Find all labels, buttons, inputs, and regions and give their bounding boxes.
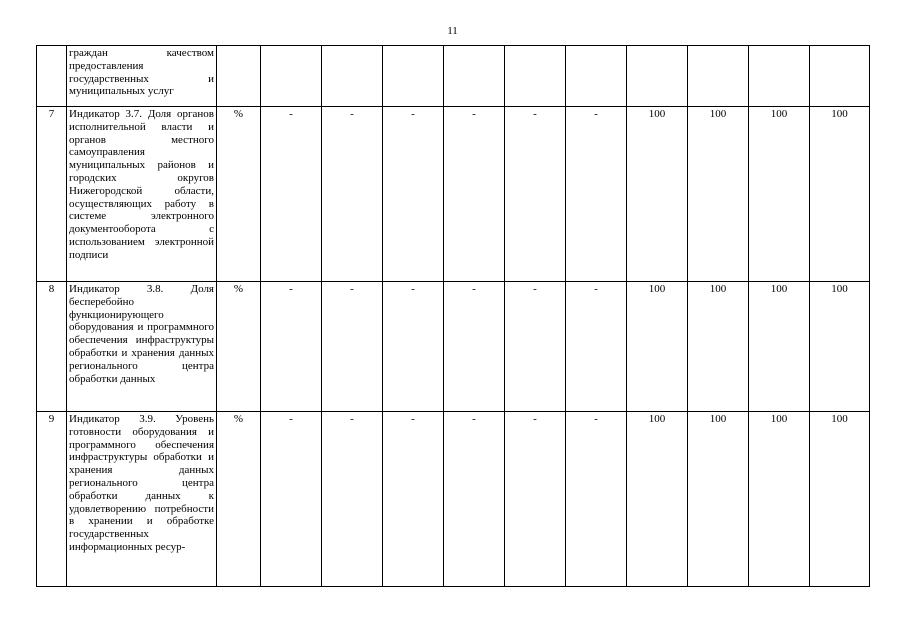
value-cell: 100 xyxy=(810,282,870,412)
indicator-name-cell: граждан качеством предоставления государственных и муниципальных услуг xyxy=(67,46,217,107)
value-cell xyxy=(444,46,505,107)
value-cell xyxy=(261,46,322,107)
value-cell: 100 xyxy=(749,107,810,282)
value-cell xyxy=(322,46,383,107)
value-cell: - xyxy=(505,107,566,282)
value-cell: 100 xyxy=(810,412,870,587)
value-cell: - xyxy=(261,107,322,282)
value-cell: 100 xyxy=(688,412,749,587)
unit-cell: % xyxy=(217,282,261,412)
value-cell: - xyxy=(322,107,383,282)
value-cell: - xyxy=(566,282,627,412)
indicator-name-cell: Индикатор 3.9. Уровень готовности оборудования и программного обеспечения инфраструктуры обработки и хранения данных регионального центра обработки данных к удовлетворению потребности в хранении и обработке государственных информационных ресур- xyxy=(67,412,217,587)
page-number: 11 xyxy=(447,25,458,37)
value-cell: - xyxy=(322,282,383,412)
value-cell: - xyxy=(444,412,505,587)
value-cell: 100 xyxy=(688,107,749,282)
value-cell: 100 xyxy=(627,107,688,282)
row-number-cell: 7 xyxy=(37,107,67,282)
row-number-cell: 9 xyxy=(37,412,67,587)
unit-cell xyxy=(217,46,261,107)
value-cell: - xyxy=(261,412,322,587)
value-cell: - xyxy=(505,412,566,587)
value-cell xyxy=(627,46,688,107)
value-cell: 100 xyxy=(627,282,688,412)
value-cell: - xyxy=(566,412,627,587)
value-cell xyxy=(505,46,566,107)
value-cell xyxy=(749,46,810,107)
indicator-name-cell: Индикатор 3.8. Доля бесперебойно функционирующего оборудования и программного обеспечения инфраструктуры обработки и хранения данных регионального центра обработки данных xyxy=(67,282,217,412)
table-row xyxy=(37,46,870,107)
value-cell: 100 xyxy=(627,412,688,587)
table-row xyxy=(37,107,870,282)
row-number-cell xyxy=(37,46,67,107)
value-cell: - xyxy=(505,282,566,412)
value-cell: 100 xyxy=(688,282,749,412)
value-cell: - xyxy=(444,107,505,282)
value-cell: 100 xyxy=(810,107,870,282)
value-cell: - xyxy=(383,107,444,282)
value-cell: - xyxy=(383,282,444,412)
table-row xyxy=(37,282,870,412)
value-cell: 100 xyxy=(749,412,810,587)
value-cell: - xyxy=(383,412,444,587)
unit-cell: % xyxy=(217,412,261,587)
value-cell: 100 xyxy=(749,282,810,412)
table-row xyxy=(37,412,870,587)
value-cell: - xyxy=(261,282,322,412)
value-cell xyxy=(688,46,749,107)
value-cell: - xyxy=(322,412,383,587)
value-cell: - xyxy=(566,107,627,282)
value-cell xyxy=(383,46,444,107)
row-number-cell: 8 xyxy=(37,282,67,412)
table-body xyxy=(37,46,870,587)
value-cell: - xyxy=(444,282,505,412)
value-cell xyxy=(810,46,870,107)
unit-cell: % xyxy=(217,107,261,282)
value-cell xyxy=(566,46,627,107)
indicator-name-cell: Индикатор 3.7. Доля органов исполнительной власти и органов местного самоуправления муниципальных районов и городских округов Нижегородской области, осуществляющих работу в системе электронного документооборота с использованием электронной подписи xyxy=(67,107,217,282)
indicators-table xyxy=(36,45,870,587)
